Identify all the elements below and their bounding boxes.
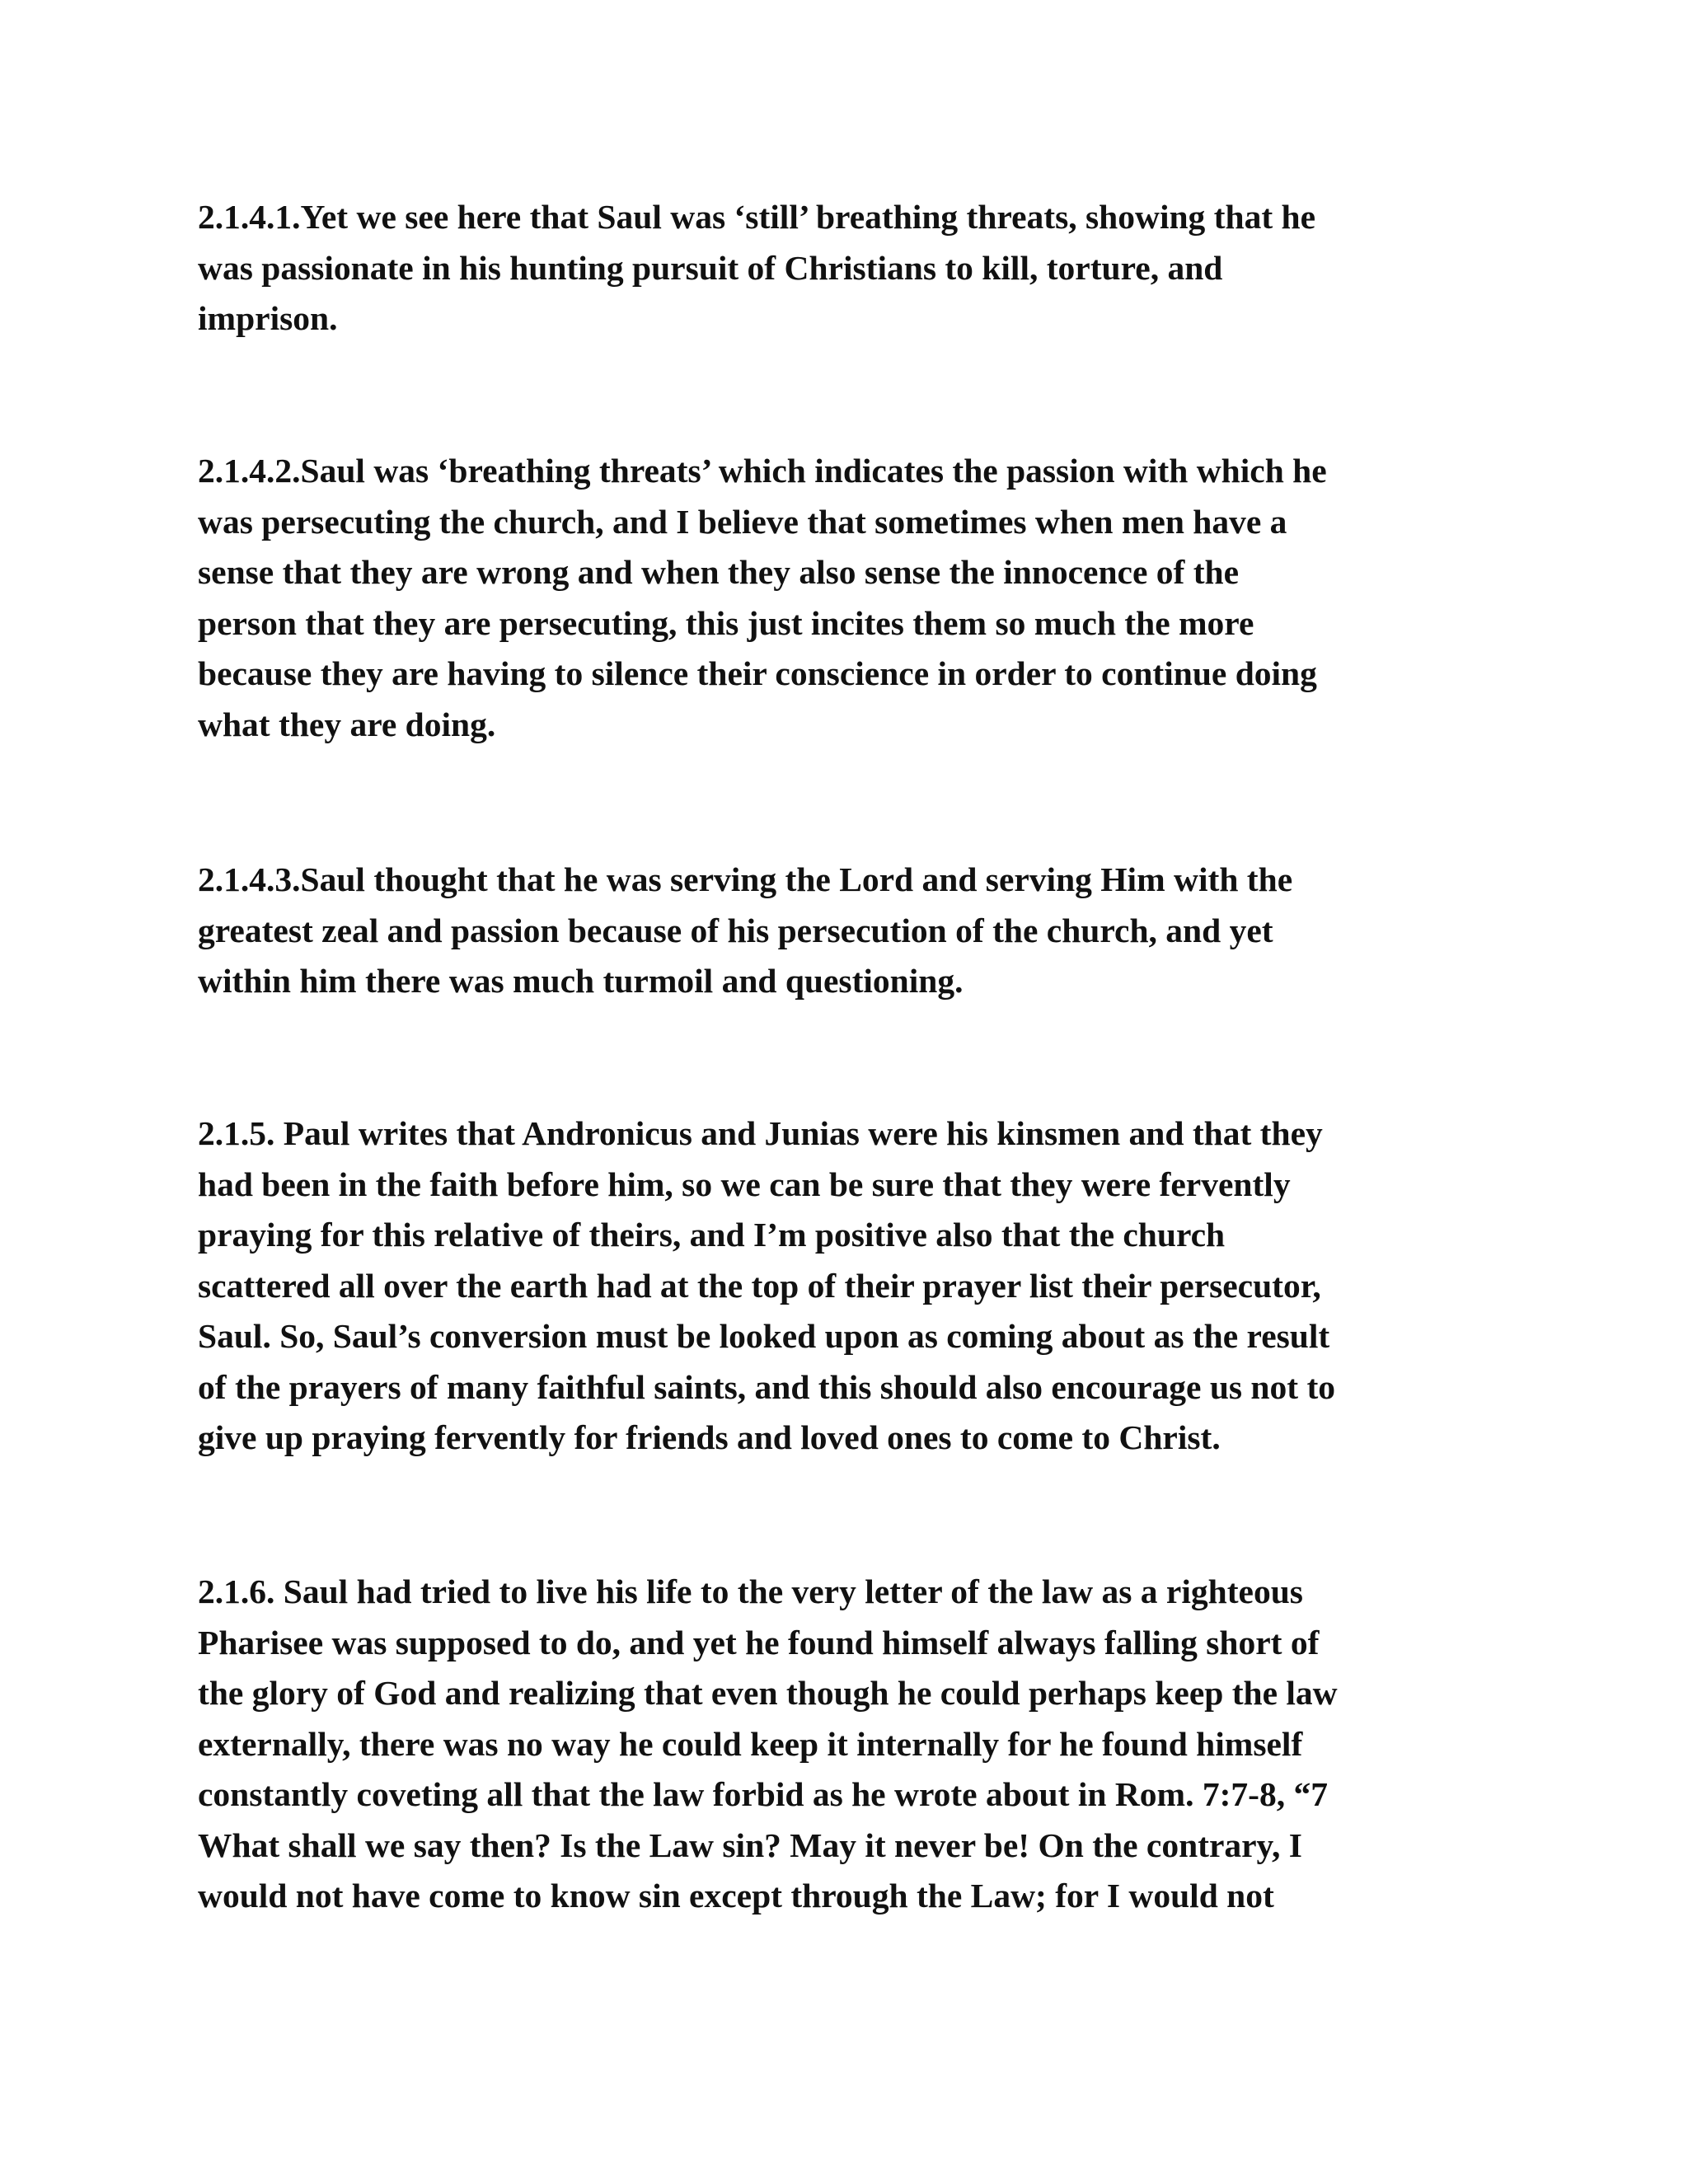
text-line: of the prayers of many faithful saints, and this should also encourage us not to xyxy=(198,1367,1336,1406)
text-line: within him there was much turmoil and questioning. xyxy=(198,962,964,1000)
text-line: 2.1.4.2.Saul was ‘breathing threats’ which indicates the passion with which he xyxy=(198,452,1327,490)
text-line: constantly coveting all that the law forbid as he wrote about in Rom. 7:7-8, “7 xyxy=(198,1775,1328,1813)
text-line: had been in the faith before him, so we can be sure that they were fervently xyxy=(198,1165,1291,1203)
text-line: because they are having to silence their conscience in order to continue doing xyxy=(198,654,1317,692)
text-line: 2.1.5. Paul writes that Andronicus and Junias were his kinsmen and that they xyxy=(198,1114,1323,1152)
paragraph-2-1-4-3 xyxy=(198,855,1517,1007)
text-line: what they are doing. xyxy=(198,705,496,743)
text-line: What shall we say then? Is the Law sin? May it never be! On the contrary, I xyxy=(198,1825,1302,1864)
text-line: Saul. So, Saul’s conversion must be looked upon as coming about as the result xyxy=(198,1317,1330,1355)
text-line: sense that they are wrong and when they also sense the innocence of the xyxy=(198,553,1240,591)
paragraph-2-1-6 xyxy=(198,1567,1517,1922)
text-line: 2.1.6. Saul had tried to live his life to the very letter of the law as a righteous xyxy=(198,1572,1303,1610)
text-line: Pharisee was supposed to do, and yet he found himself always falling short of xyxy=(198,1623,1320,1661)
text-line: person that they are persecuting, this just incites them so much the more xyxy=(198,603,1254,642)
paragraph-2-1-5 xyxy=(198,1108,1517,1464)
paragraph-2-1-4-1 xyxy=(198,192,1517,344)
text-line: the glory of God and realizing that even though he could perhaps keep the law xyxy=(198,1674,1338,1712)
text-line: 2.1.4.1.Yet we see here that Saul was ‘still’ breathing threats, showing that he xyxy=(198,198,1316,236)
text-line: would not have come to know sin except through the Law; for I would not xyxy=(198,1877,1274,1915)
text-line: imprison. xyxy=(198,299,338,337)
text-line: give up praying fervently for friends and loved ones to come to Christ. xyxy=(198,1418,1221,1456)
text-line: was persecuting the church, and I believe that sometimes when men have a xyxy=(198,502,1287,541)
text-line: externally, there was no way he could keep it internally for he found himself xyxy=(198,1724,1303,1763)
text-line: greatest zeal and passion because of his persecution of the church, and yet xyxy=(198,911,1273,949)
text-line: scattered all over the earth had at the top of their prayer list their persecutor, xyxy=(198,1266,1321,1305)
text-line: praying for this relative of theirs, and I’m positive also that the church xyxy=(198,1216,1226,1254)
text-line: was passionate in his hunting pursuit of Christians to kill, torture, and xyxy=(198,248,1223,287)
text-line: 2.1.4.3.Saul thought that he was serving the Lord and serving Him with the xyxy=(198,860,1293,898)
paragraph-2-1-4-2 xyxy=(198,446,1517,750)
